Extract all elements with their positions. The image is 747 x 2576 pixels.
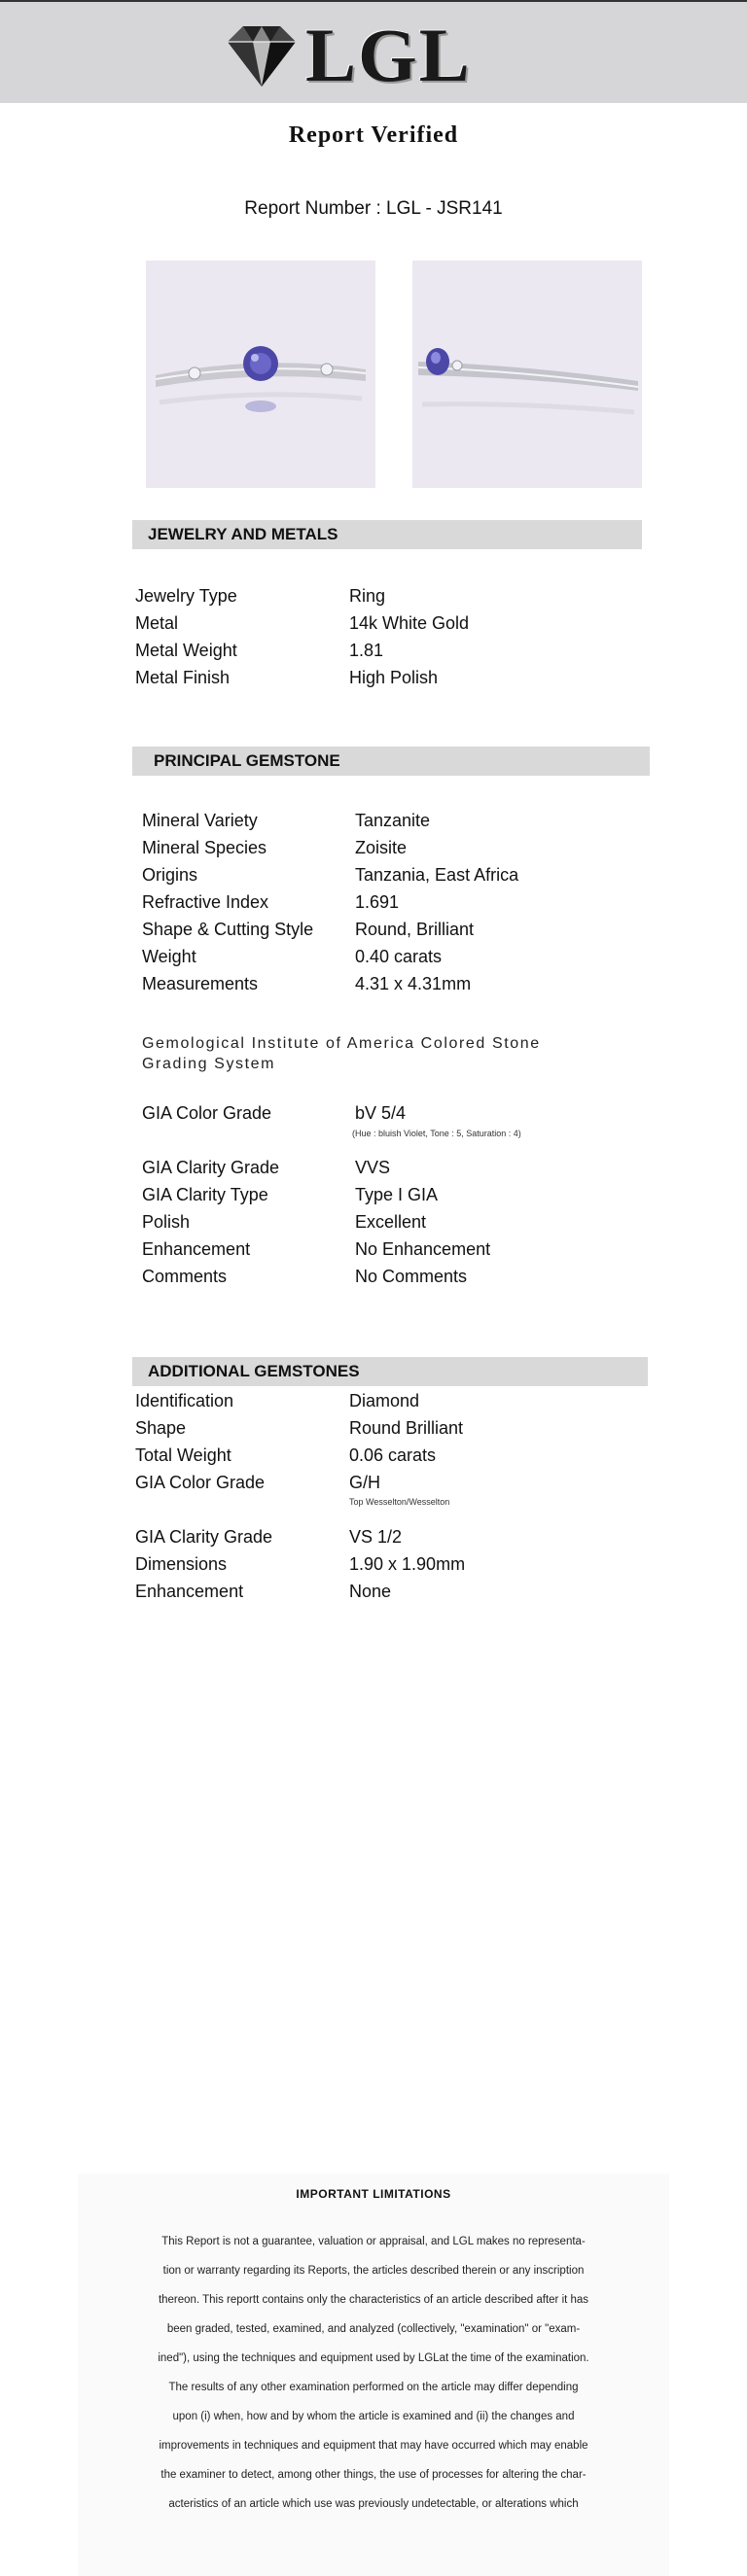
limitations-line: improvements in techniques and equipment that may have occurred which may enable: [159, 2440, 588, 2452]
jewelry-label: Metal Finish: [135, 668, 231, 687]
limitations-line: This Report is not a guarantee, valuation or appraisal, and LGL makes no representa-: [161, 2236, 586, 2247]
principal-label: GIA Clarity Type: [142, 1185, 268, 1204]
ring-side-image: [412, 261, 642, 488]
principal-value: Type I GIA: [355, 1185, 439, 1204]
jewelry-value: High Polish: [349, 668, 439, 687]
jewelry-value: Ring: [349, 586, 386, 606]
principal-value: Zoisite: [355, 838, 408, 857]
limitations-line: acteristics of an article which use was previously undetectable, or alterations which: [168, 2498, 579, 2510]
principal-label: GIA Clarity Grade: [142, 1158, 280, 1177]
additional-color-label: GIA Color Grade: [135, 1473, 266, 1492]
principal-color-label: GIA Color Grade: [142, 1103, 272, 1123]
additional-label: Dimensions: [135, 1554, 228, 1574]
ring-photo-front: [146, 261, 375, 488]
principal-label: Origins: [142, 865, 198, 885]
additional-label: Shape: [135, 1418, 187, 1438]
logo-text: LGL: [305, 13, 472, 97]
additional-label: Identification: [135, 1391, 234, 1410]
additional-value: VS 1/2: [349, 1527, 403, 1547]
principal-value: 0.40 carats: [355, 947, 443, 966]
principal-label: Mineral Variety: [142, 811, 258, 830]
principal-value: 4.31 x 4.31mm: [355, 974, 472, 993]
limitations-line: ined"), using the techniques and equipment used by LGLat the time of the examination.: [158, 2352, 589, 2364]
principal-label: Measurements: [142, 974, 259, 993]
principal-label: Comments: [142, 1267, 228, 1286]
additional-value: 1.90 x 1.90mm: [349, 1554, 466, 1574]
principal-color-value: bV 5/4: [355, 1103, 407, 1123]
additional-label: Enhancement: [135, 1582, 244, 1601]
additional-color-value: G/H: [349, 1473, 381, 1492]
principal-value: 1.691: [355, 892, 400, 912]
report-number: Report Number : LGL - JSR141: [244, 198, 503, 219]
jewelry-label: Metal Weight: [135, 641, 237, 660]
principal-value: Round, Brilliant: [355, 920, 475, 939]
principal-label: Polish: [142, 1212, 191, 1232]
principal-value: No Comments: [355, 1267, 468, 1286]
limitations-line: thereon. This reportt contains only the characteristics of an article described after it has: [158, 2294, 589, 2306]
principal-value: Excellent: [355, 1212, 427, 1232]
jewelry-value: 14k White Gold: [349, 613, 470, 633]
additional-label: Total Weight: [135, 1445, 231, 1465]
limitations-line: The results of any other examination performed on the article may differ depending: [168, 2382, 579, 2393]
diamond-icon: [224, 20, 300, 90]
additional-value: Round Brilliant: [349, 1418, 464, 1438]
section-jewelry-heading: JEWELRY AND METALS: [132, 520, 642, 549]
principal-value: Tanzania, East Africa: [355, 865, 519, 885]
section-additional-heading: ADDITIONAL GEMSTONES: [132, 1357, 648, 1386]
principal-label: Mineral Species: [142, 838, 267, 857]
principal-label: Refractive Index: [142, 892, 269, 912]
section-principal-heading: PRINCIPAL GEMSTONE: [132, 747, 650, 776]
report-title: Report Verified: [288, 122, 459, 148]
limitations-line: the examiner to detect, among other things, the use of processes for altering the char-: [160, 2469, 587, 2481]
ring-photo-side: [412, 261, 642, 488]
additional-value: 0.06 carats: [349, 1445, 437, 1465]
principal-label: Weight: [142, 947, 196, 966]
jewelry-label: Jewelry Type: [135, 586, 237, 606]
additional-label: GIA Clarity Grade: [135, 1527, 273, 1547]
additional-color-note: Top Wesselton/Wesselton: [349, 1497, 450, 1507]
limitations-title: IMPORTANT LIMITATIONS: [296, 2187, 451, 2201]
header-band: [0, 0, 747, 103]
important-limitations: [78, 2174, 669, 2576]
limitations-line: upon (i) when, how and by whom the article is examined and (ii) the changes and: [172, 2411, 575, 2422]
lgl-logo: [224, 12, 472, 99]
additional-value: None: [349, 1582, 392, 1601]
gia-grading-system-note: Gemological Institute of America Colored Stone Grading System: [142, 1035, 541, 1072]
jewelry-value: 1.81: [349, 641, 384, 660]
limitations-line: tion or warranty regarding its Reports, the articles described therein or any inscription: [162, 2265, 585, 2277]
ring-front-image: [146, 261, 375, 488]
limitations-line: been graded, tested, examined, and analyzed (collectively, "examination" or "exam-: [166, 2323, 581, 2335]
jewelry-label: Metal: [135, 613, 179, 633]
principal-color-note: (Hue : bluish Violet, Tone : 5, Saturation : 4): [352, 1129, 521, 1138]
additional-value: Diamond: [349, 1391, 420, 1410]
principal-value: VVS: [355, 1158, 391, 1177]
principal-value: No Enhancement: [355, 1239, 491, 1259]
principal-label: Shape & Cutting Style: [142, 920, 314, 939]
principal-label: Enhancement: [142, 1239, 251, 1259]
principal-value: Tanzanite: [355, 811, 431, 830]
